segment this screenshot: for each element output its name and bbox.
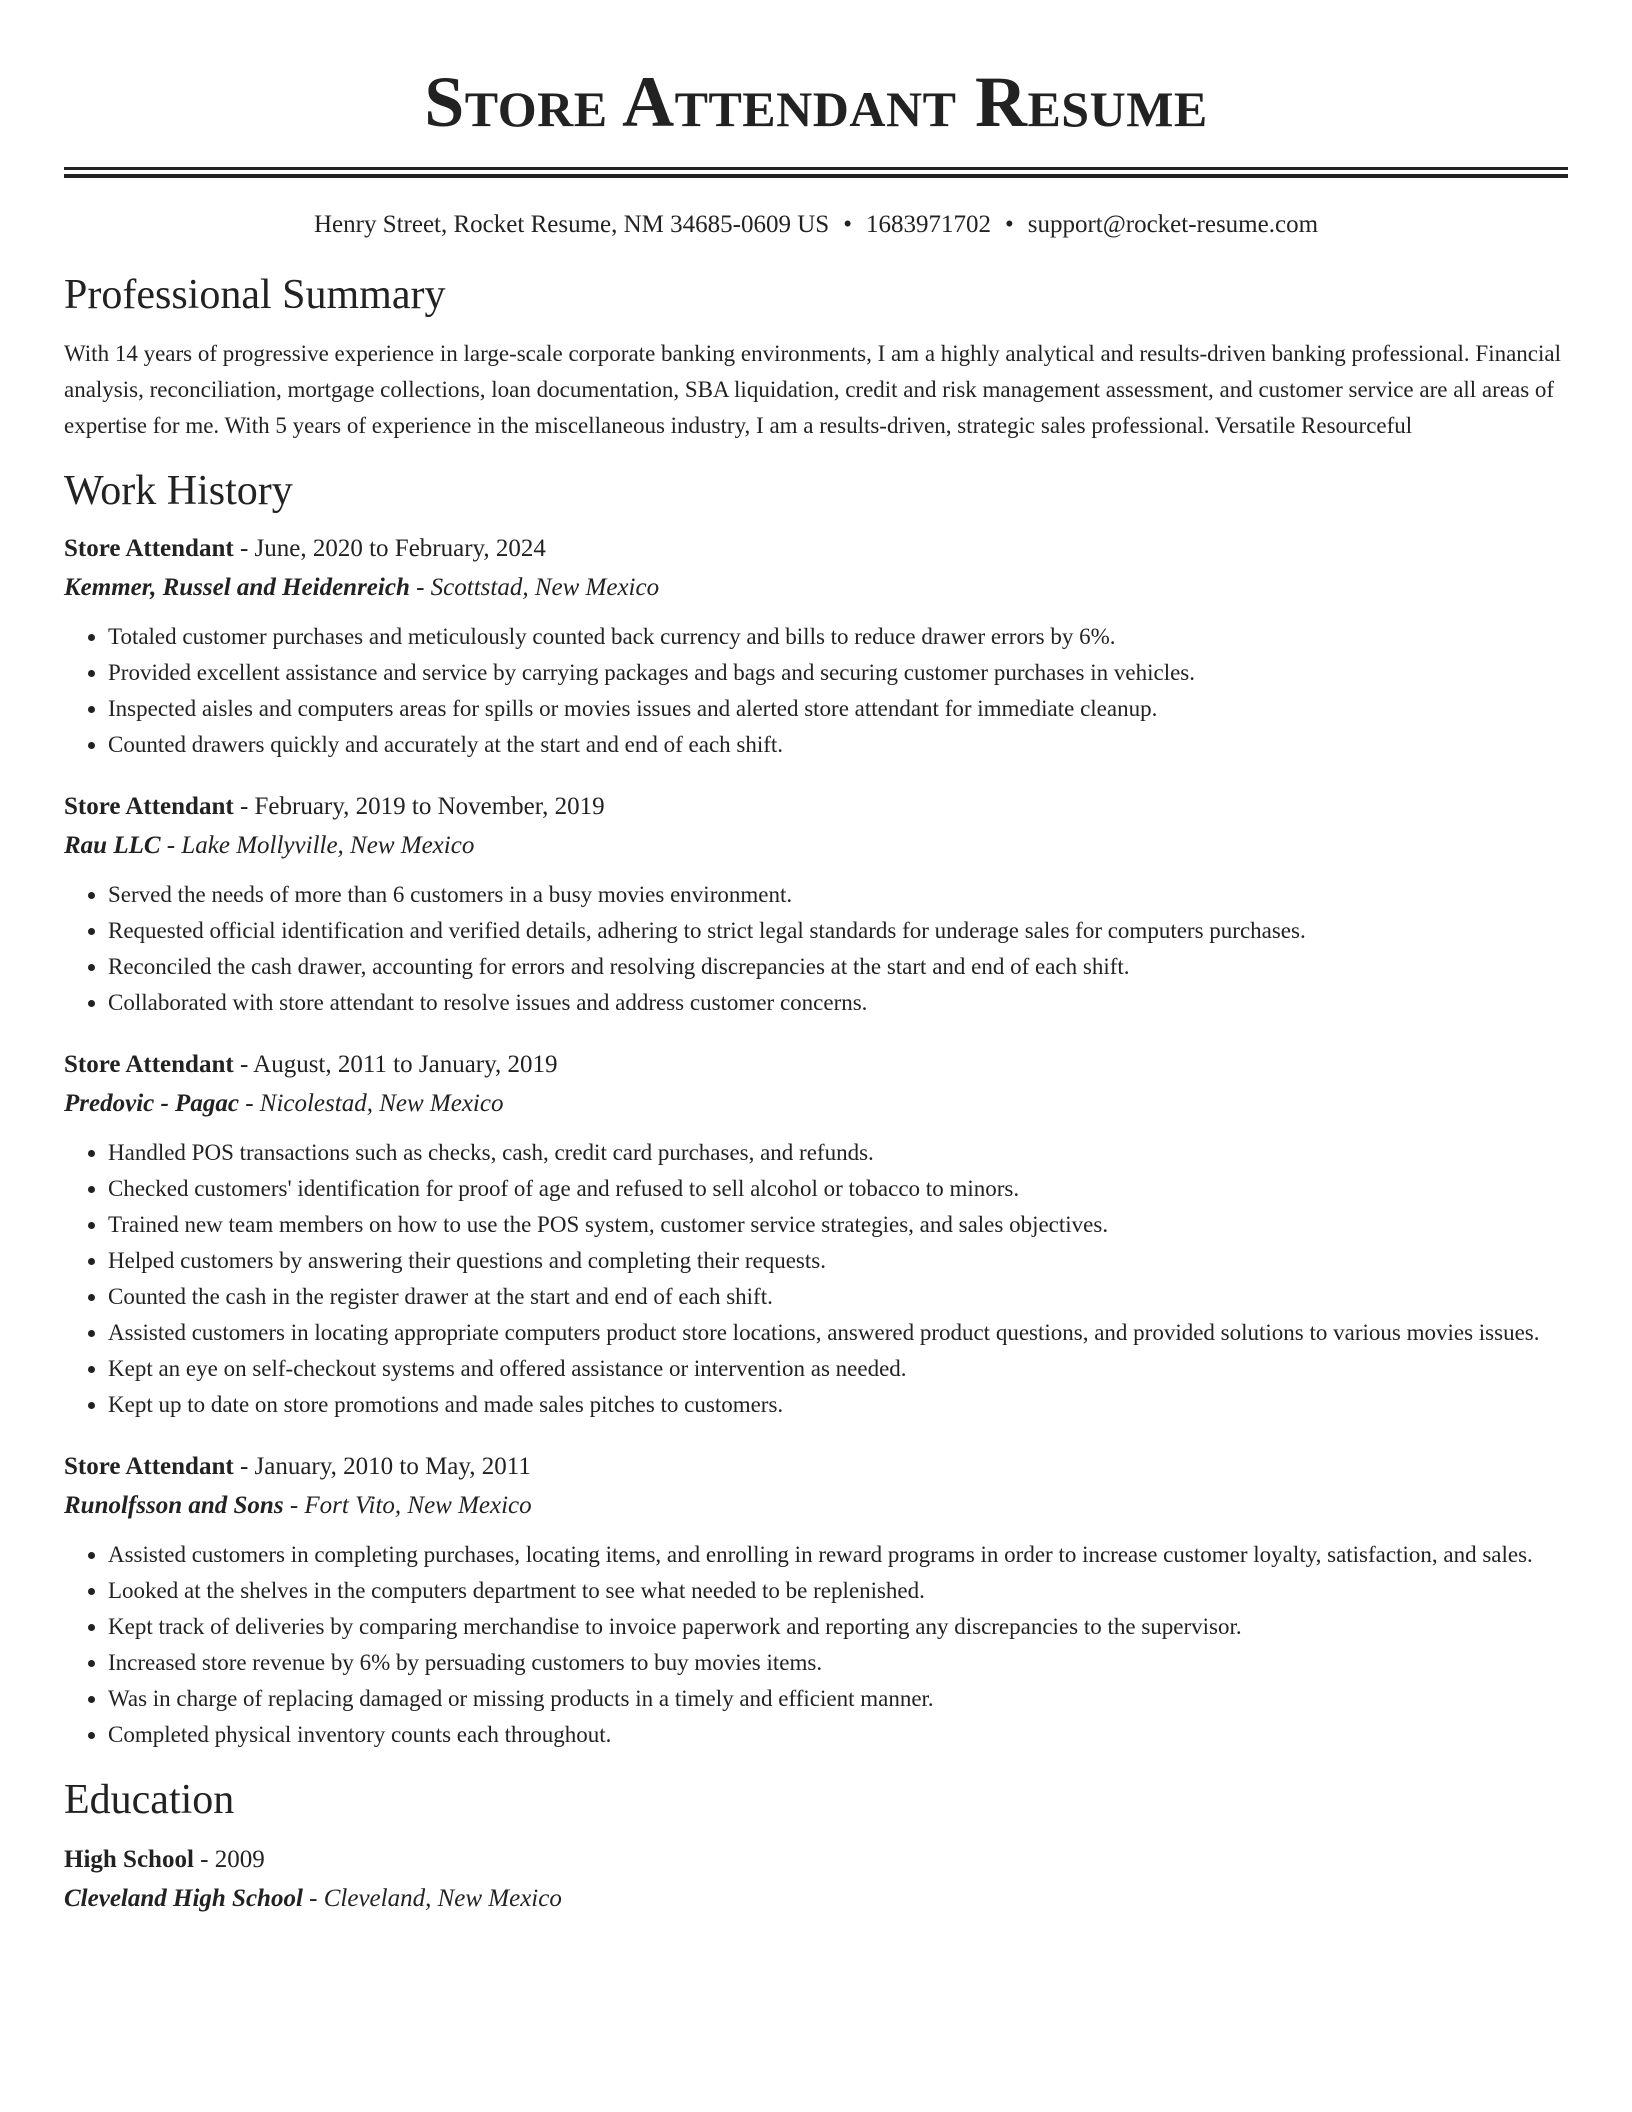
education-school-line <box>64 1879 1568 1919</box>
job-dates: - August, 2011 to January, 2019 <box>233 1051 558 1078</box>
job-title-line <box>64 788 1568 826</box>
education-entry <box>64 1841 1568 1919</box>
job-location: - Fort Vito, New Mexico <box>283 1492 532 1519</box>
job-entry <box>64 1448 1568 1753</box>
education-degree-line <box>64 1841 1568 1879</box>
job-duty: • Kept an eye on self-checkout systems and offered assistance or intervention as needed. <box>108 1351 1568 1387</box>
job-duty: • Inspected aisles and computers areas for spills or movies issues and alerted store attendant for immediate cleanup. <box>108 691 1568 727</box>
resume-title: Store Attendant Resume <box>424 62 1208 142</box>
job-company: Kemmer, Russel and Heidenreich <box>64 574 410 601</box>
contact-phone: 1683971702 <box>865 211 991 238</box>
job-title-line <box>64 1046 1568 1084</box>
job-title: Store Attendant <box>64 535 234 562</box>
job-duty: • Reconciled the cash drawer, accounting for errors and resolving discrepancies at the start and end of each shift. <box>108 949 1568 985</box>
job-title: Store Attendant <box>64 1453 234 1480</box>
summary-text: With 14 years of progressive experience in large-scale corporate banking environments, I am a highly analytical and results-driven banking professional. Financial analysis, reconciliation, mortgage collections, loan documentation, SBA liquidation, credit and risk management assessment, and customer service are all areas of expertise for me. With 5 years of experience in the miscellaneous industry, I am a results-driven, strategic sales professional. Versatile Resourceful <box>64 341 1561 438</box>
job-duties-list <box>64 1135 1568 1423</box>
job-duty: • Kept track of deliveries by comparing merchandise to invoice paperwork and reporting any discrepancies to the supervisor. <box>108 1609 1568 1645</box>
education-school: Cleveland High School <box>64 1885 303 1912</box>
contact-separator: • <box>843 211 852 238</box>
job-duty: • Assisted customers in locating appropriate computers product store locations, answered product questions, and provided solutions to various movies issues. <box>108 1315 1568 1351</box>
job-duty: • Totaled customer purchases and meticulously counted back currency and bills to reduce drawer errors by 6%. <box>108 619 1568 655</box>
contact-address: Henry Street, Rocket Resume, NM 34685-0609 US <box>313 211 830 238</box>
job-duty: • Served the needs of more than 6 customers in a busy movies environment. <box>108 877 1568 913</box>
education-location: - Cleveland, New Mexico <box>302 1885 562 1912</box>
job-duty: • Completed physical inventory counts each throughout. <box>108 1717 1568 1753</box>
job-duty: • Helped customers by answering their questions and completing their requests. <box>108 1243 1568 1279</box>
job-duties-list <box>64 619 1568 763</box>
job-company-line <box>64 826 1568 866</box>
job-duty: • Provided excellent assistance and service by carrying packages and bags and securing customer purchases in vehicles. <box>108 655 1568 691</box>
contact-separator: • <box>1004 211 1014 238</box>
job-title-line <box>64 1448 1568 1486</box>
job-entry <box>64 1046 1568 1423</box>
job-duty: • Kept up to date on store promotions and made sales pitches to customers. <box>108 1387 1568 1423</box>
job-company: Rau LLC <box>64 832 161 859</box>
job-company-line <box>64 1084 1568 1124</box>
job-duty: • Assisted customers in completing purchases, locating items, and enrolling in reward programs in order to increase customer loyalty, satisfaction, and sales. <box>108 1537 1568 1573</box>
resume-page <box>64 0 1568 1919</box>
job-entry <box>64 788 1568 1021</box>
job-company-line <box>64 1486 1568 1526</box>
education-heading: Education <box>64 1777 235 1823</box>
job-duties-list <box>64 1537 1568 1753</box>
job-company: Runolfsson and Sons <box>64 1492 284 1519</box>
job-duty: • Trained new team members on how to use the POS system, customer service strategies, and sales objectives. <box>108 1207 1568 1243</box>
job-duty: • Looked at the shelves in the computers department to see what needed to be replenished. <box>108 1573 1568 1609</box>
work-history-heading: Work History <box>64 468 293 514</box>
title-double-rule <box>64 167 1568 178</box>
job-duties-list <box>64 877 1568 1021</box>
contact-line <box>64 210 1568 240</box>
job-company: Predovic - Pagac <box>64 1090 239 1117</box>
job-location: - Nicolestad, New Mexico <box>238 1090 504 1117</box>
job-duty: • Checked customers' identification for proof of age and refused to sell alcohol or tobacco to minors. <box>108 1171 1568 1207</box>
summary-heading: Professional Summary <box>64 272 446 318</box>
job-company-line <box>64 568 1568 608</box>
education-year: - 2009 <box>193 1846 265 1873</box>
job-location: - Scottstad, New Mexico <box>409 574 660 601</box>
job-entry <box>64 530 1568 763</box>
job-duty: • Increased store revenue by 6% by persuading customers to buy movies items. <box>108 1645 1568 1681</box>
job-duty: • Was in charge of replacing damaged or missing products in a timely and efficient manner. <box>108 1681 1568 1717</box>
job-title: Store Attendant <box>64 793 234 820</box>
job-dates: - June, 2020 to February, 2024 <box>233 535 546 562</box>
contact-email: support@rocket-resume.com <box>1027 211 1319 238</box>
job-dates: - January, 2010 to May, 2011 <box>233 1453 531 1480</box>
job-title: Store Attendant <box>64 1051 234 1078</box>
job-duty: • Collaborated with store attendant to resolve issues and address customer concerns. <box>108 985 1568 1021</box>
job-duty: • Counted the cash in the register drawer at the start and end of each shift. <box>108 1279 1568 1315</box>
job-dates: - February, 2019 to November, 2019 <box>233 793 605 820</box>
job-location: - Lake Mollyville, New Mexico <box>160 832 475 859</box>
job-duty: • Requested official identification and verified details, adhering to strict legal standards for underage sales for computers purchases. <box>108 913 1568 949</box>
job-duty: • Handled POS transactions such as checks, cash, credit card purchases, and refunds. <box>108 1135 1568 1171</box>
job-duty: • Counted drawers quickly and accurately at the start and end of each shift. <box>108 727 1568 763</box>
education-degree: High School <box>64 1846 194 1873</box>
job-title-line <box>64 530 1568 568</box>
